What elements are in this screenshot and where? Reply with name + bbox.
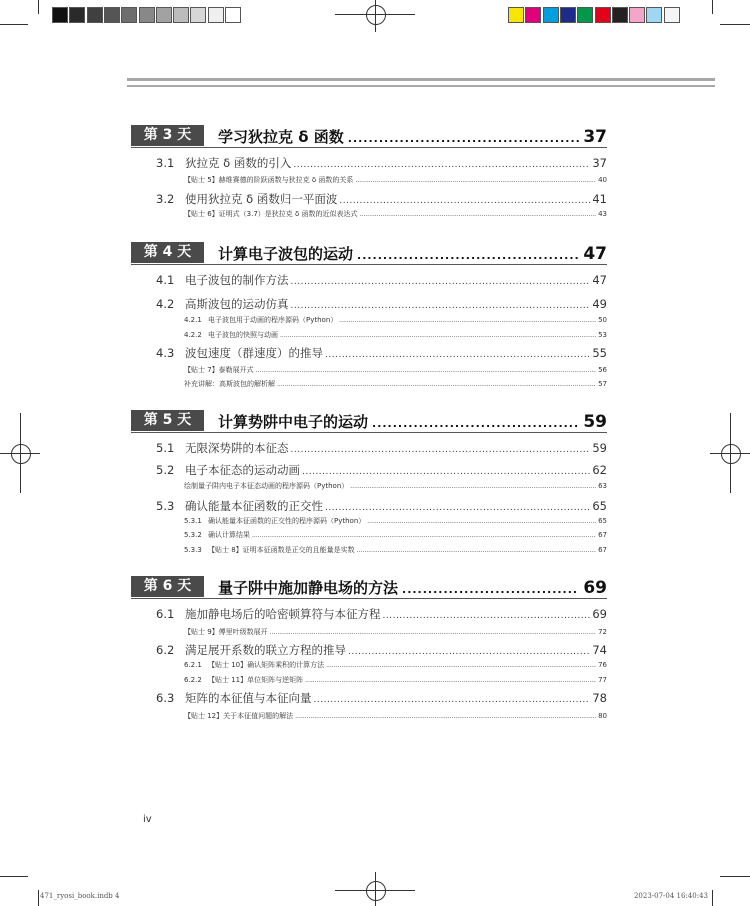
- entry-page: 37: [592, 156, 607, 170]
- color-swatch: [577, 7, 593, 23]
- chapter-page: 69: [583, 578, 607, 598]
- entry-title: 高斯波包的运动仿真: [185, 297, 289, 311]
- color-swatch: [543, 7, 559, 23]
- color-swatch: [525, 7, 541, 23]
- subsection-entry[interactable]: [184, 516, 607, 526]
- dot-leader: [348, 647, 590, 657]
- dot-leader: [402, 583, 579, 596]
- dot-leader: [291, 301, 591, 311]
- section-entry[interactable]: [156, 191, 607, 207]
- entry-title: 补充讲解：高斯波包的解析解: [184, 380, 275, 388]
- gray-swatch: [156, 7, 172, 23]
- gray-swatch: [87, 7, 103, 23]
- entry-page: 63: [598, 482, 607, 490]
- section-number: 3.2: [156, 192, 175, 206]
- entry-page: 74: [592, 643, 607, 657]
- section-entry[interactable]: [156, 440, 607, 456]
- entry-title: 电子波包用于动画的程序源码（Python）: [208, 316, 338, 324]
- color-swatch: [629, 7, 645, 23]
- entry-page: 43: [598, 210, 607, 218]
- entry-title: 【贴士 5】赫维赛德的阶跃函数与狄拉克 δ 函数的关系: [184, 176, 354, 184]
- subsection-number: 4.2.2: [184, 331, 202, 339]
- entry-page: 77: [598, 676, 607, 684]
- dot-leader: [270, 629, 596, 636]
- entry-title: 确认能量本征函数的正交性: [185, 499, 323, 513]
- entry-page: 40: [598, 176, 607, 184]
- entry-title: 电子本征态的运动动画: [185, 463, 300, 477]
- chapter-page: 47: [583, 244, 607, 264]
- dot-leader: [372, 417, 579, 430]
- color-swatch: [612, 7, 628, 23]
- chapter-rule: [131, 147, 607, 148]
- gray-swatch: [104, 7, 120, 23]
- subsection-entry[interactable]: [184, 660, 607, 670]
- entry-title: 电子波包的快照与动画: [208, 331, 278, 339]
- dot-leader: [339, 317, 596, 324]
- dot-leader: [295, 713, 596, 720]
- section-number: 6.2: [156, 643, 175, 657]
- section-number: 4.3: [156, 346, 175, 360]
- section-entry[interactable]: [156, 296, 607, 312]
- subsection-number: 6.2.1: [184, 661, 202, 669]
- subsection-entry[interactable]: [184, 365, 607, 375]
- entry-title: 【贴士 7】泰勒展开式: [184, 366, 254, 374]
- chapter-title: 量子阱中施加静电场的方法: [218, 579, 399, 597]
- chapter-title: 计算电子波包的运动: [218, 245, 354, 263]
- dot-leader: [277, 381, 596, 388]
- section-number: 5.3: [156, 499, 175, 513]
- entry-page: 53: [598, 331, 607, 339]
- entry-page: 62: [592, 463, 607, 477]
- entry-page: 41: [592, 192, 607, 206]
- dot-leader: [305, 677, 596, 684]
- dot-leader: [252, 532, 596, 539]
- subsection-number: 4.2.1: [184, 316, 202, 324]
- section-entry[interactable]: [156, 498, 607, 514]
- entry-title: 矩阵的本征值与本征向量: [185, 691, 312, 705]
- entry-page: 67: [598, 546, 607, 554]
- footer-file-info: 471_ryosi_book.indb 4: [40, 892, 120, 900]
- subsection-number: 6.2.2: [184, 676, 202, 684]
- entry-title: 确认计算结果: [208, 531, 250, 539]
- chapter-badge: 第 4 天: [131, 242, 204, 263]
- entry-page: 55: [592, 346, 607, 360]
- chapter-rule: [131, 598, 607, 599]
- section-number: 3.1: [156, 156, 175, 170]
- color-swatch: [508, 7, 524, 23]
- color-swatch: [560, 7, 576, 23]
- dot-leader: [357, 249, 579, 262]
- chapter-badge: 第 6 天: [131, 576, 204, 597]
- subsection-entry[interactable]: [184, 209, 607, 219]
- section-number: 4.2: [156, 297, 175, 311]
- dot-leader: [355, 177, 596, 184]
- gray-swatch: [69, 7, 85, 23]
- subsection-entry[interactable]: [184, 675, 607, 685]
- section-number: 6.3: [156, 691, 175, 705]
- subsection-entry[interactable]: [184, 379, 607, 389]
- entry-page: 65: [592, 499, 607, 513]
- dot-leader: [360, 211, 597, 218]
- chapter-page: 59: [583, 412, 607, 432]
- color-swatch: [595, 7, 611, 23]
- entry-page: 59: [592, 441, 607, 455]
- chapter-rule: [131, 432, 607, 433]
- section-number: 6.1: [156, 607, 175, 621]
- chapter-heading[interactable]: [218, 411, 607, 432]
- dot-leader: [293, 160, 590, 170]
- entry-title: 使用狄拉克 δ 函数归一平面波: [185, 192, 338, 206]
- section-entry[interactable]: [156, 690, 607, 706]
- entry-title: 狄拉克 δ 函数的引入: [185, 156, 292, 170]
- header-band: [127, 78, 715, 81]
- entry-page: 65: [598, 517, 607, 525]
- gray-swatch: [139, 7, 155, 23]
- entry-page: 76: [598, 661, 607, 669]
- chapter-page: 37: [583, 127, 607, 147]
- dot-leader: [291, 445, 591, 455]
- section-entry[interactable]: [156, 345, 607, 361]
- dot-leader: [339, 196, 590, 206]
- chapter-badge: 第 5 天: [131, 410, 204, 431]
- entry-page: 78: [592, 691, 607, 705]
- section-number: 5.2: [156, 463, 175, 477]
- section-number: 4.1: [156, 273, 175, 287]
- gray-swatch: [52, 7, 68, 23]
- entry-title: 波包速度（群速度）的推导: [185, 346, 323, 360]
- entry-title: 绘制量子阱内电子本征态动画的程序源码（Python）: [184, 482, 349, 490]
- dot-leader: [357, 547, 596, 554]
- gray-swatch: [225, 7, 241, 23]
- color-swatch: [664, 7, 680, 23]
- section-entry[interactable]: [156, 272, 607, 288]
- dot-leader: [314, 695, 591, 705]
- dot-leader: [280, 332, 596, 339]
- entry-page: 69: [592, 607, 607, 621]
- section-entry[interactable]: [156, 642, 607, 658]
- subsection-entry[interactable]: [184, 530, 607, 540]
- chapter-title: 学习狄拉克 δ 函数: [218, 128, 344, 146]
- dot-leader: [326, 662, 596, 669]
- gray-swatch: [208, 7, 224, 23]
- dot-leader: [256, 367, 596, 374]
- entry-page: 67: [598, 531, 607, 539]
- chapter-badge: 第 3 天: [131, 125, 204, 146]
- subsection-entry[interactable]: [184, 481, 607, 491]
- entry-page: 50: [598, 316, 607, 324]
- chapter-heading[interactable]: [218, 577, 607, 598]
- entry-title: 电子波包的制作方法: [185, 273, 289, 287]
- entry-page: 47: [592, 273, 607, 287]
- chapter-rule: [131, 264, 607, 265]
- entry-title: 确认能量本征函数的正交性的程序源码（Python）: [208, 517, 366, 525]
- subsection-number: 5.3.2: [184, 531, 202, 539]
- gray-swatch: [121, 7, 137, 23]
- gray-swatch: [190, 7, 206, 23]
- header-band-thin: [127, 85, 715, 87]
- entry-title: 【贴士 11】单位矩阵与逆矩阵: [208, 676, 304, 684]
- entry-title: 施加静电场后的哈密顿算符与本征方程: [185, 607, 381, 621]
- subsection-entry[interactable]: [184, 330, 607, 340]
- subsection-number: 5.3.1: [184, 517, 202, 525]
- entry-page: 72: [598, 628, 607, 636]
- dot-leader: [325, 503, 590, 513]
- entry-page: 57: [598, 380, 607, 388]
- entry-title: 【贴士 8】证明本征函数是正交的且能量是实数: [208, 546, 355, 554]
- page-number: iv: [143, 814, 152, 825]
- entry-page: 56: [598, 366, 607, 374]
- section-entry[interactable]: [156, 462, 607, 478]
- subsection-entry[interactable]: [184, 711, 607, 721]
- chapter-heading[interactable]: [218, 126, 607, 147]
- color-swatch: [646, 7, 662, 23]
- subsection-entry[interactable]: [184, 627, 607, 637]
- section-entry[interactable]: [156, 155, 607, 171]
- section-number: 5.1: [156, 441, 175, 455]
- chapter-heading[interactable]: [218, 243, 607, 264]
- dot-leader: [291, 277, 591, 287]
- subsection-entry[interactable]: [184, 175, 607, 185]
- entry-title: 无限深势阱的本征态: [185, 441, 289, 455]
- dot-leader: [325, 350, 590, 360]
- dot-leader: [348, 132, 580, 145]
- dot-leader: [350, 483, 596, 490]
- subsection-entry[interactable]: [184, 315, 607, 325]
- entry-title: 【贴士 6】证明式（3.7）是狄拉克 δ 函数的近似表达式: [184, 210, 358, 218]
- entry-title: 【贴士 10】确认矩阵乘积的计算方法: [208, 661, 325, 669]
- entry-page: 80: [598, 712, 607, 720]
- entry-page: 49: [592, 297, 607, 311]
- gray-swatch: [173, 7, 189, 23]
- dot-leader: [367, 518, 596, 525]
- entry-title: 【贴士 12】关于本征值问题的解法: [184, 712, 294, 720]
- footer-timestamp: 2023-07-04 16:40:43: [633, 892, 708, 900]
- subsection-entry[interactable]: [184, 545, 607, 555]
- chapter-title: 计算势阱中电子的运动: [218, 413, 369, 431]
- dot-leader: [383, 611, 591, 621]
- entry-title: 满足展开系数的联立方程的推导: [185, 643, 346, 657]
- entry-title: 【贴士 9】傅里叶级数展开: [184, 628, 268, 636]
- dot-leader: [302, 467, 590, 477]
- section-entry[interactable]: [156, 606, 607, 622]
- subsection-number: 5.3.3: [184, 546, 202, 554]
